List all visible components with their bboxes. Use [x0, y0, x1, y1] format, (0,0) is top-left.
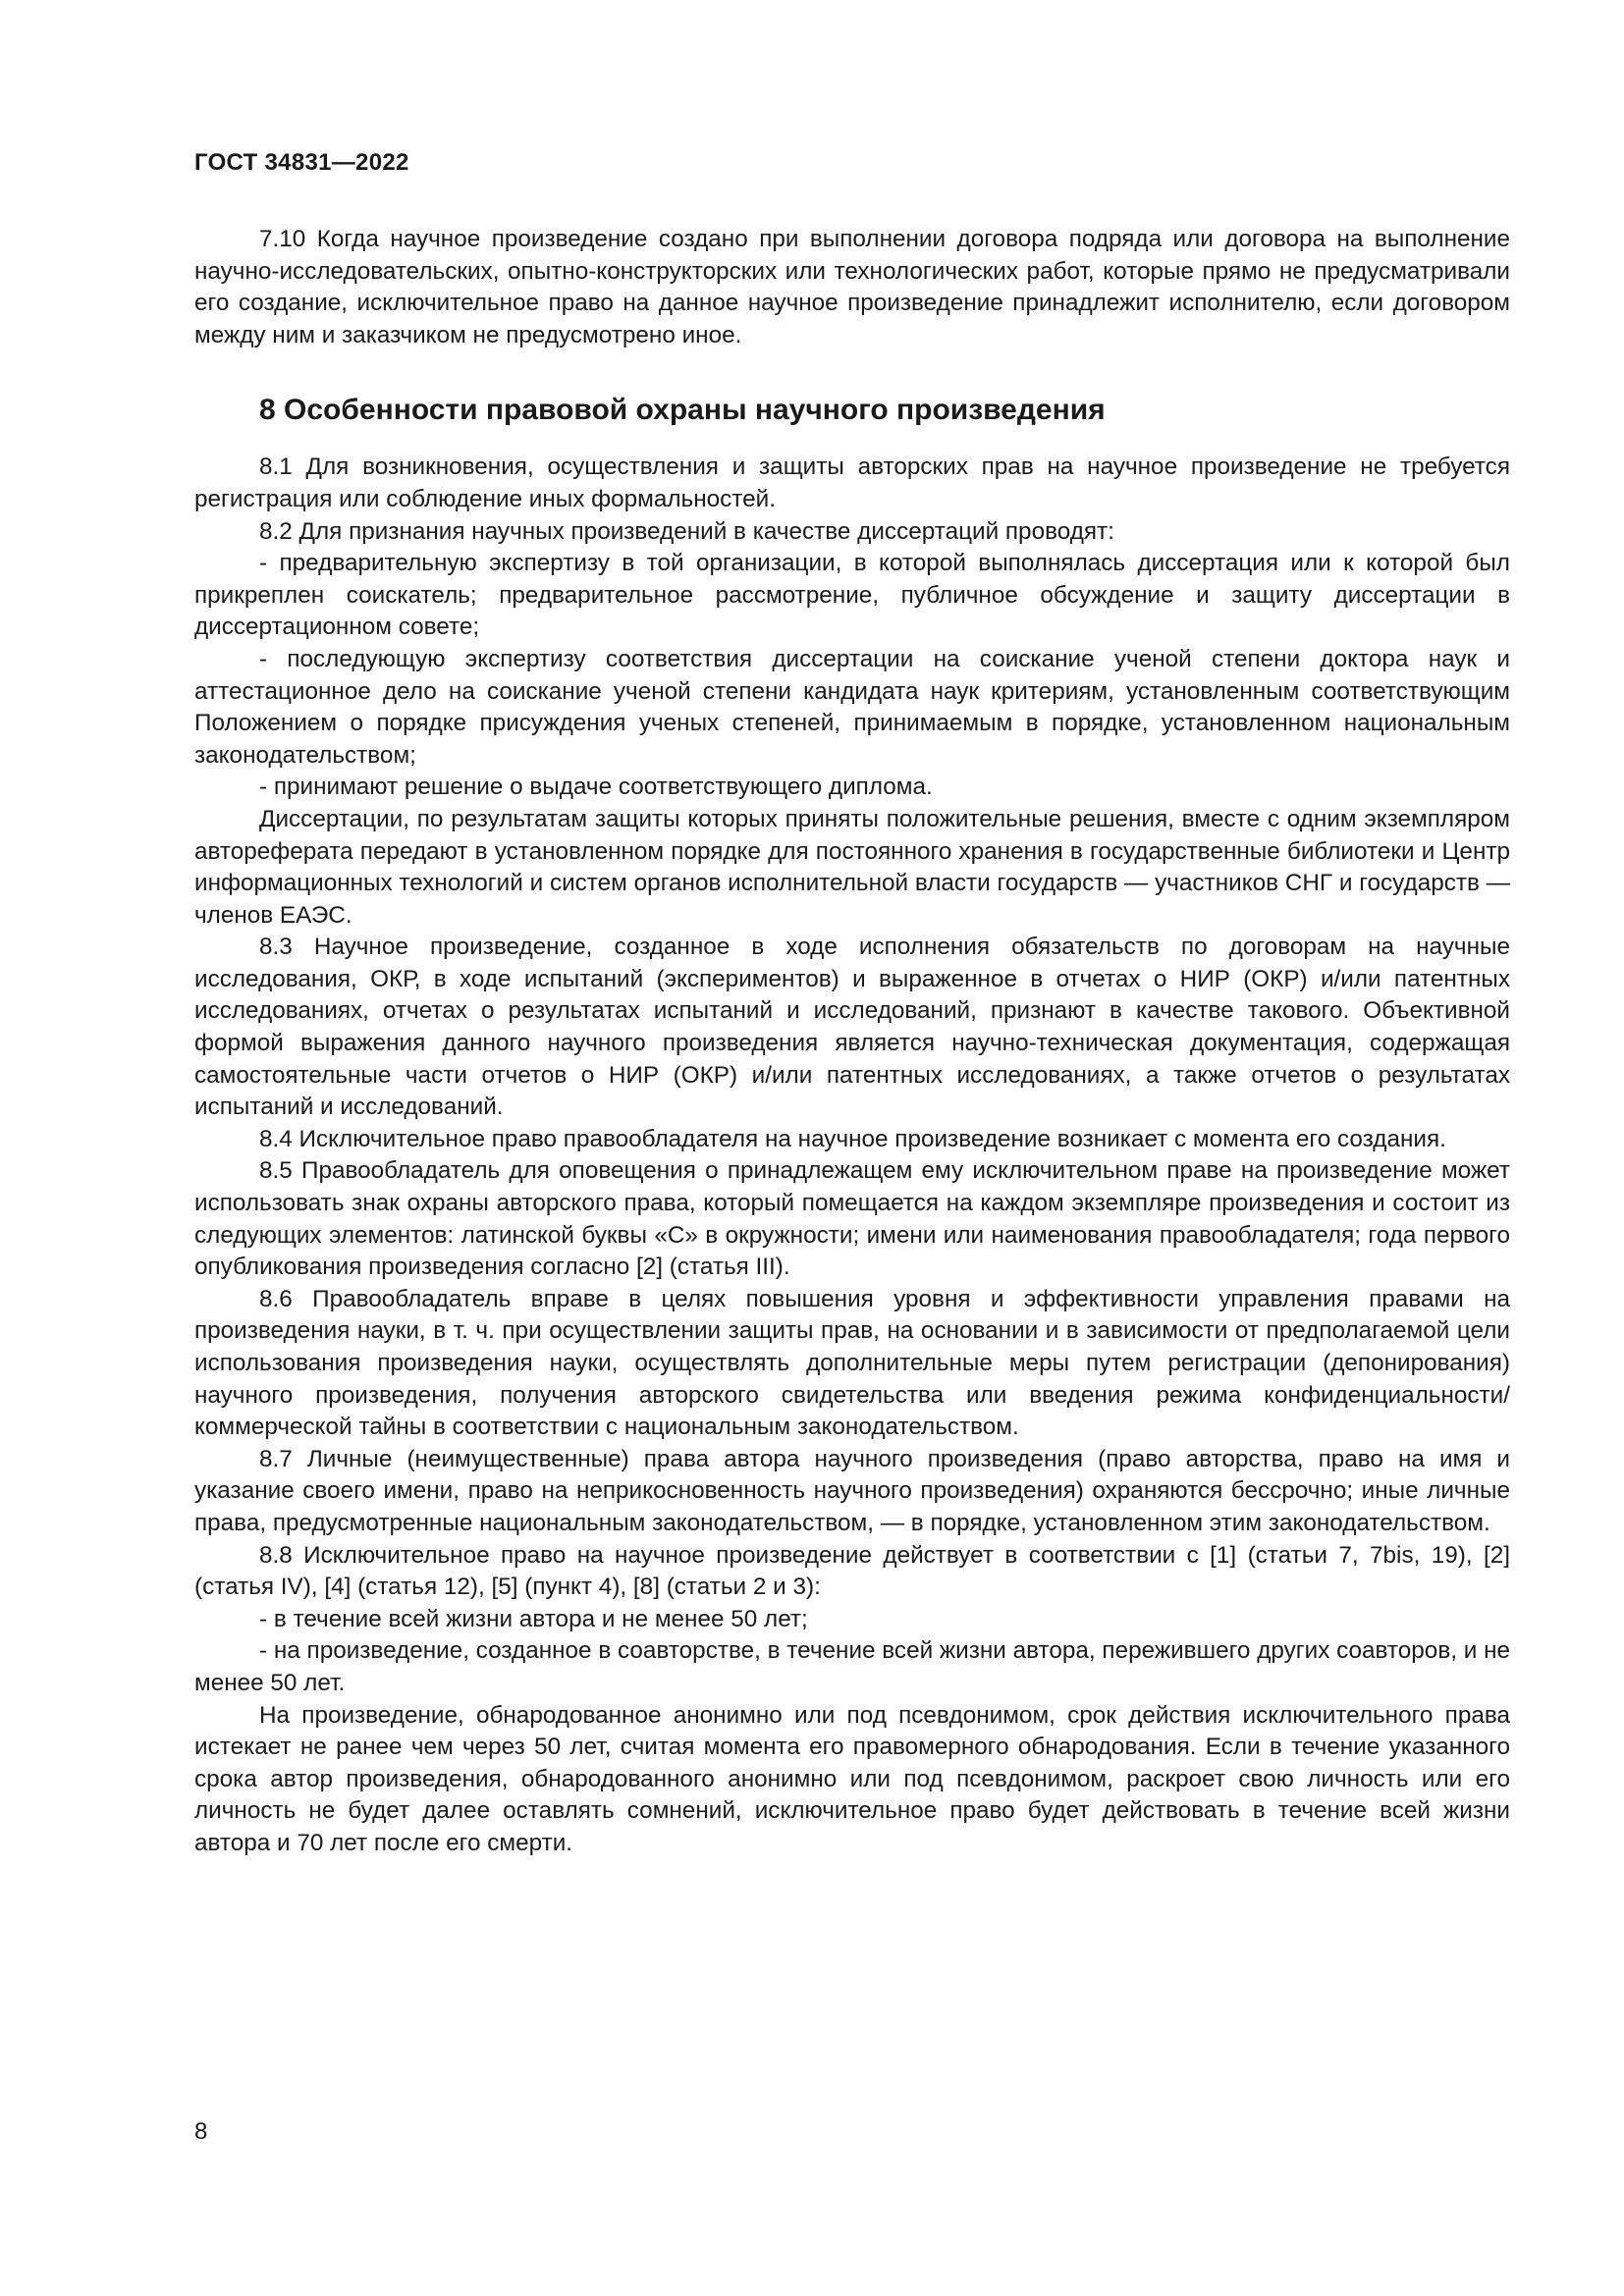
paragraph-8-5: 8.5 Правообладатель для оповещения о принадлежащем ему исключительном праве на произведение может использовать знак охраны авторского права, который помещается на каждом экземпляре произведения и состоит из следующих элементов: латинской буквы «С» в окружности; имени или наименования правообладателя; года первого опубликования произведения согласно [2] (статья III).: [194, 1157, 1510, 1281]
section-heading: 8 Особенности правовой охраны научного произведения: [259, 394, 1106, 427]
paragraph-8-4: 8.4 Исключительное право правообладателя на научное произведение возникает с момента его создания.: [259, 1125, 1446, 1152]
paragraph-8-8: 8.8 Исключительное право на научное произведение действует в соответствии с [1] (статьи 7, 7bis, 19), [2] (статья IV), [4] (статья 12), [5] (пункт 4), [8] (статьи 2 и 3):: [194, 1541, 1510, 1601]
paragraph-8-3: 8.3 Научное произведение, созданное в ходе исполнения обязательств по договорам на научные исследования, ОКР, в ходе испытаний (экспериментов) и выраженное в отчетах о НИР (ОКР) и/или патентных исследованиях, отчетах о результатах испытаний и исследований, признают в качестве такового. Объективной формой выражения данного научного произведения является научно-техническая документация, содержащая самостоятельные части отчетов о НИР (ОКР) и/или патентных исследованиях, а также отчетов о результатах испытаний и исследований.: [194, 934, 1510, 1121]
list-item-author-lifetime: - в течение всей жизни автора и не менее 50 лет;: [259, 1605, 808, 1632]
list-item-subsequent-expertise: - последующую экспертизу соответствия диссертации на соискание ученой степени доктора наук и аттестационное дело на соискание ученой степени кандидата наук критериям, установленным соответствующим Положением о порядке присуждения ученых степеней, принимаемым в порядке, установленном национальным законодательством;: [194, 645, 1510, 769]
list-item-diploma-decision: - принимают решение о выдаче соответствующего диплома.: [259, 774, 933, 801]
list-item-preliminary-expertise: - предварительную экспертизу в той организации, в которой выполнялась диссертация или к которой был прикреплен соискатель; предварительное рассмотрение, публичное обсуждение и защиту диссертации в диссертационном совете;: [194, 550, 1510, 641]
paragraph-8-1: 8.1 Для возникновения, осуществления и защиты авторских прав на научное произведение не требуется регистрация или соблюдение иных формальностей.: [194, 454, 1510, 512]
paragraph-8-6: 8.6 Правообладатель вправе в целях повышения уровня и эффективности управления правами на произведения науки, в т. ч. при осуществлении защиты прав, на основании и в зависимости от предполагаемой цели использования произведения науки, осуществлять дополнительные меры путем регистрации (депонирования) научного произведения, получения авторского свидетельства или введения режима конфиденциальности/коммерческой тайны в соответствии с национальным законодательством.: [194, 1285, 1510, 1441]
paragraph-8-2: 8.2 Для признания научных произведений в качестве диссертаций проводят:: [259, 517, 1114, 545]
paragraph-8-7: 8.7 Личные (неимущественные) права автора научного произведения (право авторства, право на имя и указание своего имени, право на неприкосновенность научного произведения) охраняются бессрочно; иные личные права, предусмотренные национальным законодательством, — в порядке, установленном этим законодательством.: [194, 1445, 1510, 1536]
page-number: 8: [194, 2118, 208, 2145]
paragraph-7-10: 7.10 Когда научное произведение создано при выполнении договора подряда или договора на выполнение научно-исследовательских, опытно-конструкторских или технологических работ, которые прямо не предусматривали его создание, исключительное право на данное научное произведение принадлежит исполнителю, если договором между ним и заказчиком не предусмотрено иное.: [194, 226, 1510, 348]
paragraph-dissertations-storage: Диссертации, по результатам защиты которых приняты положительные решения, вместе с одним экземпляром автореферата передают в установленном порядке для постоянного хранения в государственные библиотеки и Центр информационных технологий и систем органов исполнительной власти государств — участников СНГ и государств — членов ЕАЭС.: [194, 805, 1510, 929]
list-item-coauthorship: - на произведение, созданное в соавторстве, в течение всей жизни автора, пережившего других соавторов, и не менее 50 лет.: [194, 1637, 1510, 1696]
standard-code-header: ГОСТ 34831—2022: [194, 149, 409, 176]
paragraph-anonymous-works: На произведение, обнародованное анонимно или под псевдонимом, срок действия исключительного права истекает не ранее чем через 50 лет, считая момента его правомерного обнародования. Если в течение указанного срока автор произведения, обнародованного анонимно или под псевдонимом, раскроет свою личность или его личность не будет далее оставлять сомнений, исключительное право будет действовать в течение всей жизни автора и 70 лет после его смерти.: [194, 1701, 1510, 1856]
document-body: [194, 224, 1510, 1860]
